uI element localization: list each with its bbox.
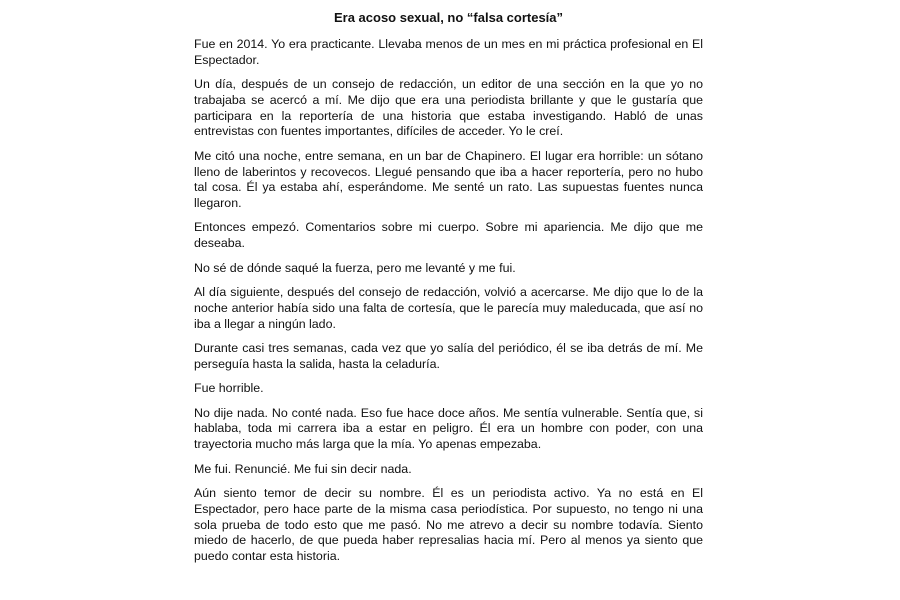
paragraph-11: Aún siento temor de decir su nombre. Él es un periodista activo. Ya no está en El Espectador, pero hace parte de la misma casa periodística. Por supuesto, no tengo ni una sola prueba de todo esto que me pasó. No me atrevo a decir su nombre todavía. Siento miedo de hacerlo, de que pueda haber represalias hacia mí. Pero al menos ya siento que puedo contar esta historia. [194,486,703,563]
paragraph-6: Al día siguiente, después del consejo de redacción, volvió a acercarse. Me dijo que lo de la noche anterior había sido una falta de cortesía, que le parecía muy maleducada, que así no iba a llegar a ningún lado. [194,285,703,331]
paragraph-7: Durante casi tres semanas, cada vez que yo salía del periódico, él se iba detrás de mí. Me perseguía hasta la salida, hasta la celaduría. [194,341,703,371]
paragraph-9: No dije nada. No conté nada. Eso fue hace doce años. Me sentía vulnerable. Sentía que, si hablaba, toda mi carrera iba a estar en peligro. Él era un hombre con poder, con una trayectoria mucho más larga que la mía. Yo apenas empezaba. [194,405,703,452]
paragraph-5: No sé de dónde saqué la fuerza, pero me levanté y me fui. [194,260,516,275]
paragraph-4: Entonces empezó. Comentarios sobre mi cuerpo. Sobre mi apariencia. Me dijo que me deseaba. [194,220,703,251]
paragraph-2: Un día, después de un consejo de redacción, un editor de una sección en la que yo no trabajaba se acercó a mí. Me dijo que era una periodista brillante y que le gustaría que participara en la reportería de una historia que estaba investigando. Habló de unas entrevistas con fuentes importantes, difíciles de acceder. Yo le creí. [194,77,703,139]
paragraph-1: Fue en 2014. Yo era practicante. Llevaba menos de un mes en mi práctica profesional en El Espectador. [194,37,703,67]
document-page [194,10,703,565]
paragraph-3: Me citó una noche, entre semana, en un bar de Chapinero. El lugar era horrible: un sótano lleno de laberintos y recovecos. Llegué pensando que iba a hacer reportería, pero no hubo tal cosa. Él ya estaba ahí, esperándome. Me senté un rato. Las supuestas fuentes nunca llegaron. [194,148,703,210]
document-title: Era acoso sexual, no “falsa cortesía” [333,10,564,25]
paragraph-8: Fue horrible. [194,381,264,396]
paragraph-10: Me fui. Renuncié. Me fui sin decir nada. [194,461,412,476]
